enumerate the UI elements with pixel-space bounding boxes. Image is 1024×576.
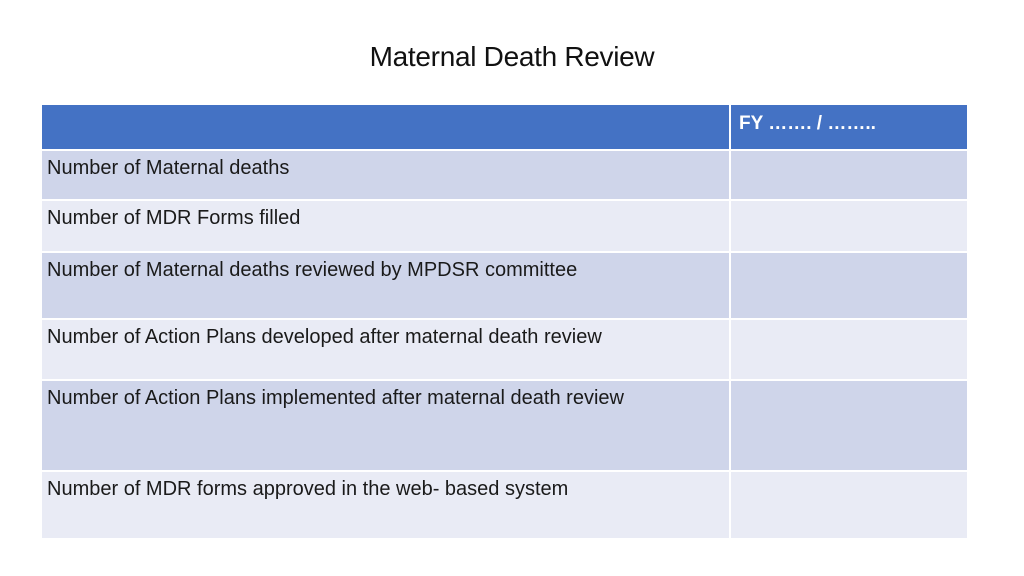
table-row [41, 252, 968, 319]
row-label-mdr-forms-filled: Number of MDR Forms filled [41, 200, 730, 252]
table-row [41, 471, 968, 539]
row-label-deaths-reviewed: Number of Maternal deaths reviewed by MPDSR committee [41, 252, 730, 319]
row-value-maternal-deaths [730, 150, 968, 200]
table-header-row [41, 104, 968, 150]
row-label-mdr-forms-approved: Number of MDR forms approved in the web- based system [41, 471, 730, 539]
row-value-mdr-forms-approved [730, 471, 968, 539]
page-title: Maternal Death Review [369, 41, 655, 72]
row-value-action-plans-developed [730, 319, 968, 380]
table-row [41, 380, 968, 471]
row-value-mdr-forms-filled [730, 200, 968, 252]
table-row [41, 150, 968, 200]
row-label-action-plans-developed: Number of Action Plans developed after maternal death review [41, 319, 730, 380]
header-label-cell [41, 104, 730, 150]
row-value-deaths-reviewed [730, 252, 968, 319]
table-row [41, 319, 968, 380]
row-value-action-plans-implemented [730, 380, 968, 471]
row-label-action-plans-implemented: Number of Action Plans implemented after maternal death review [41, 380, 730, 471]
maternal-death-review-table [40, 103, 969, 540]
table-row [41, 200, 968, 252]
header-fiscal-year-cell: FY ……. / …….. [730, 104, 968, 150]
row-label-maternal-deaths: Number of Maternal deaths [41, 150, 730, 200]
